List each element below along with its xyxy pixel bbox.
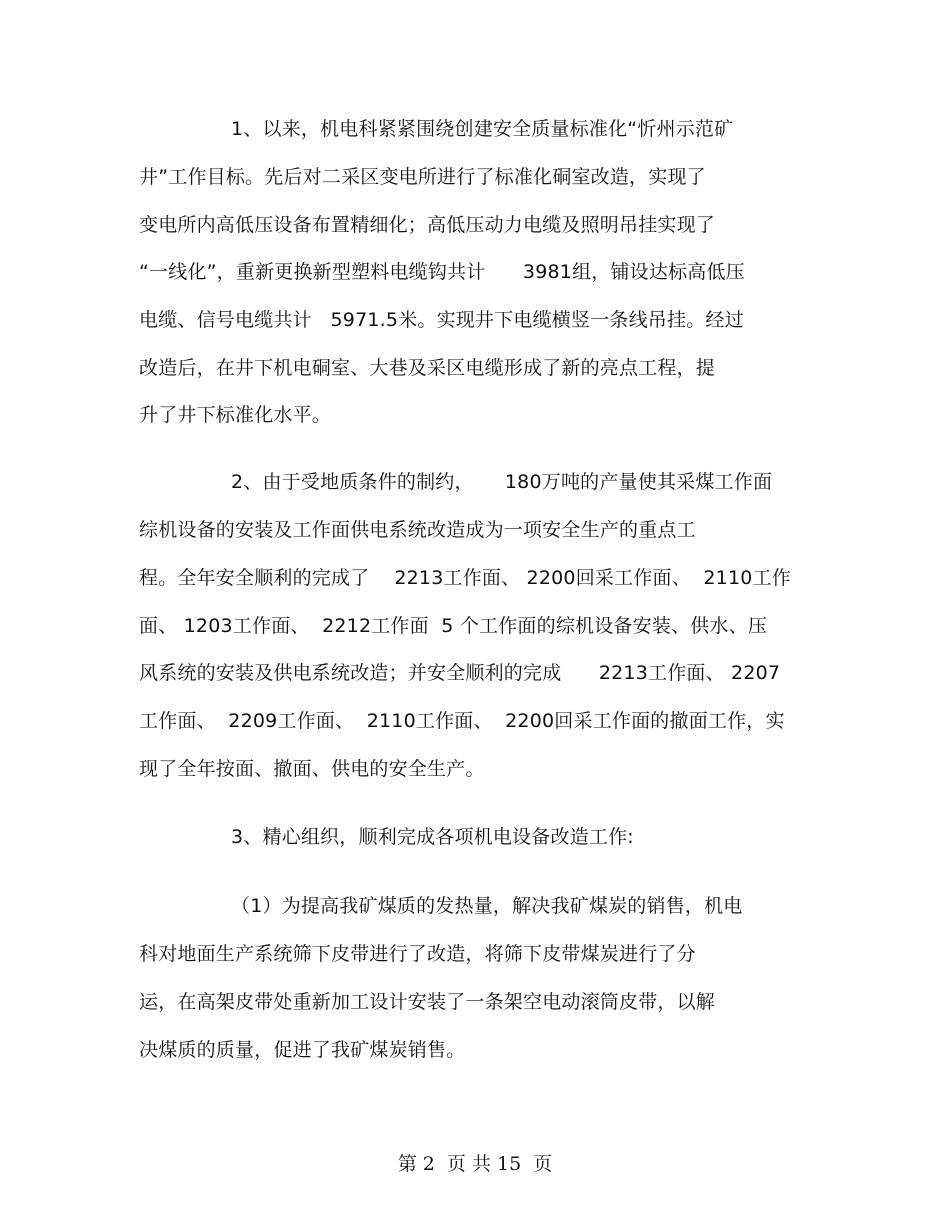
page-number-footer: 第 2 页 共 15 页: [397, 1153, 553, 1175]
paragraph-2-line-7: 现了全年按面、撤面、供电的安全生产。: [139, 758, 485, 780]
paragraph-4-line-1: （1）为提高我矿煤质的发热量，解决我矿煤炭的销售，机电: [231, 895, 743, 917]
paragraph-1-line-6: 改造后，在井下机电硐室、大巷及采区电缆形成了新的亮点工程，提: [139, 357, 716, 379]
paragraph-2-line-3: 程。全年安全顺利的完成了 2213工作面、 2200回采工作面、 2110工作: [139, 567, 791, 589]
paragraph-2-line-4: 面、 1203工作面、 2212工作面 5 个工作面的综机设备安装、供水、压: [139, 615, 768, 637]
paragraph-1-line-7: 升了井下标准化水平。: [139, 404, 332, 426]
paragraph-2-line-6: 工作面、 2209工作面、 2110工作面、 2200回采工作面的撤面工作，实: [139, 710, 785, 732]
paragraph-3-line-1: 3、精心组织，顺利完成各项机电设备改造工作:: [231, 826, 634, 848]
paragraph-1-line-1: 1、以来，机电科紧紧围绕创建安全质量标准化“忻州示范矿: [231, 118, 734, 140]
paragraph-1-line-3: 变电所内高低压设备布置精细化；高低压动力电缆及照明吊挂实现了: [139, 214, 716, 236]
paragraph-1-line-2: 井”工作目标。先后对二采区变电所进行了标准化硐室改造，实现了: [139, 166, 706, 188]
paragraph-1-line-5: 电缆、信号电缆共计 5971.5米。实现井下电缆横竖一条线吊挂。经过: [139, 309, 744, 331]
paragraph-2-line-2: 综机设备的安装及工作面供电系统改造成为一项安全生产的重点工: [139, 519, 696, 541]
paragraph-2-line-1: 2、由于受地质条件的制约， 180万吨的产量使其采煤工作面: [231, 471, 773, 493]
paragraph-2-line-5: 风系统的安装及供电系统改造；并安全顺利的完成 2213工作面、 2207: [139, 662, 781, 684]
paragraph-4-line-2: 科对地面生产系统筛下皮带进行了改造，将筛下皮带煤炭进行了分: [139, 943, 696, 965]
paragraph-4-line-4: 决煤质的质量，促进了我矿煤炭销售。: [139, 1039, 466, 1061]
paragraph-4-line-3: 运，在高架皮带处重新加工设计安装了一条架空电动滚筒皮带，以解: [139, 991, 716, 1013]
paragraph-1-line-4: “一线化”，重新更换新型塑料电缆钩共计 3981组，铺设达标高低压: [139, 261, 745, 283]
